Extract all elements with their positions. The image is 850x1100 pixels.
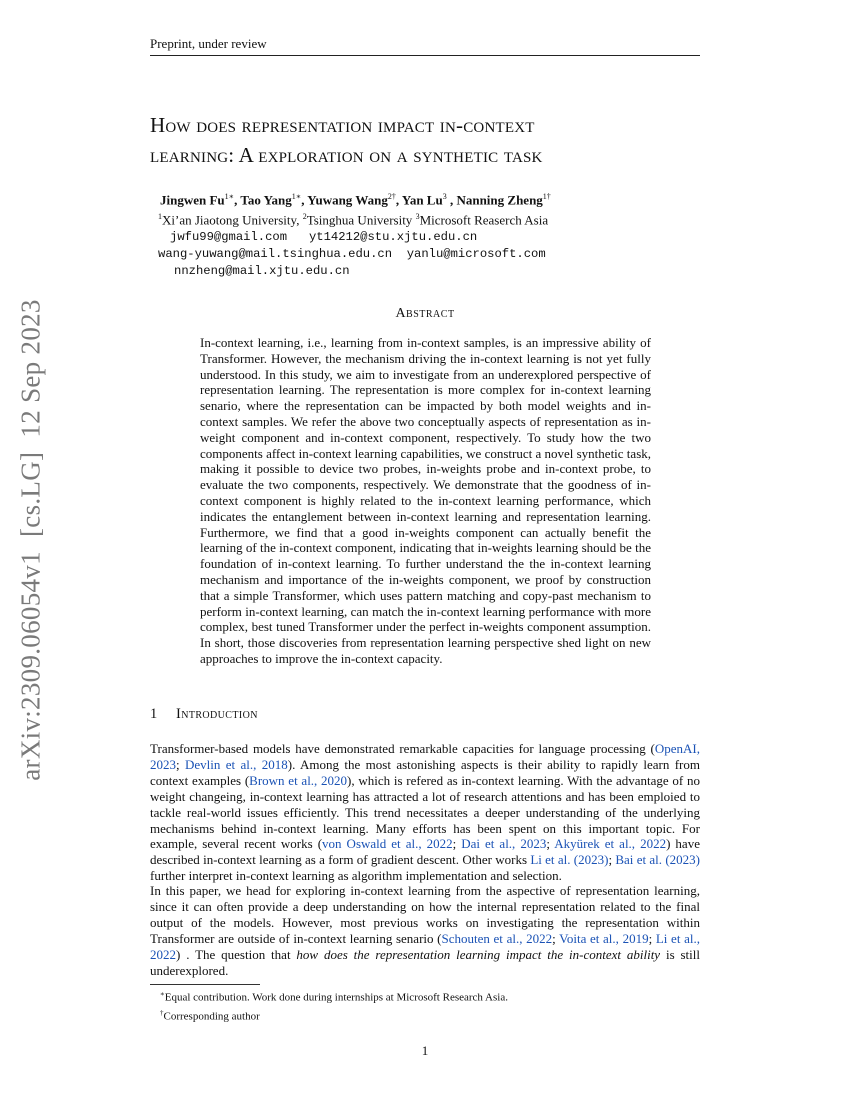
affiliation: Tsinghua University [306, 212, 416, 228]
affiliation: Xi’an Jiaotong University, [162, 212, 303, 228]
section-number: 1 [150, 706, 158, 722]
emphasized-text: how does the representation learning impact the in-context ability [296, 946, 661, 962]
body-text: ; [546, 836, 555, 852]
page-number: 1 [421, 1043, 429, 1058]
body-text: ), which is refered as in-context learning. With the advantage of no weight changeing, in-context learning has attracted a lot of research attentions and has been emploied to tackle real-world issues efficiently. This trend necessitates a deeper understanding of the underlying mechanisms behind in-context learning. Many efforts has been spent on this important topic. For example, several recent works ( [150, 772, 701, 852]
citation-link[interactable]: Devlin et al., 2018 [185, 756, 288, 772]
body-text: ). Among the most astonishing aspects is their ability to rapidly learn from context examples ( [150, 756, 700, 788]
affiliation-mark: 3 [415, 212, 420, 222]
author-mark: 1∗ [291, 192, 302, 201]
abstract-text: In-context learning, i.e., learning from in-context samples, is an impressive ability of Transformer. However, the mechanism driving the in-context learning is not yet fully understood. In this study, we aim to investigate from an underexplored perspective of representation learning. The representation is more complex for in-context learning senario, where the representation can be impacted by both model weights and in-context samples. We refer the above two conceptually aspects of representation as in-weight component and in-context component, respectively. To study how the two components affect in-context learning capabilities, we construct a novel synthetic task, making it possible to device two probes, in-weights probe and in-context probe, to evaluate the two components, respectively. We demonstrate that the goodness of in-context component is highly related to the in-context learning performance, which indicates the entanglement between in-context learning and representation learning. Furthermore, we find that a good in-weights component can actually benefit the learning of the in-context component, indicating that in-weights learning should be the foundation of in-context learning. To further understand the the in-context learning mechanism and importance of the in-weights component, we proof by construction that a simple Transformer, which uses pattern matching and copy-past mechanism to perform in-context learning, can match the in-context learning performance with more complex, best tuned Transformer under the perfect in-weights component assumption. In short, those discoveries from representation learning perspective shed light on new approaches to improve the in-context capacity. [200, 335, 652, 666]
affiliation-mark: 1 [158, 212, 162, 222]
author-name: Yuwang Wang [307, 192, 388, 208]
abstract-heading: Abstract [395, 306, 455, 321]
citation-link[interactable]: Li et al., 2022 [150, 930, 700, 962]
footnote-mark: † [160, 1008, 164, 1017]
footnote-text: Corresponding author [163, 1010, 260, 1023]
intro-paragraph-1 [150, 741, 700, 884]
footnote-divider [150, 984, 260, 985]
title-line-2: learning: A exploration on a synthetic task [150, 143, 543, 167]
citation-link[interactable]: Li et al. (2023) [530, 852, 609, 868]
arxiv-identifier[interactable]: arXiv:2309.06054v1 [cs.LG] 12 Sep 2023 [15, 299, 46, 781]
citation-link[interactable]: Brown et al., 2020 [249, 772, 348, 788]
citation-link[interactable]: Voita et al., 2019 [559, 930, 649, 946]
author-mark: 3 [442, 192, 447, 201]
citation-link[interactable]: OpenAI, 2023 [150, 741, 700, 772]
citation-link[interactable]: Schouten et al., 2022 [441, 930, 553, 946]
citation-link[interactable]: Akyürek et al., 2022 [554, 836, 667, 852]
author-mark: 1† [542, 192, 551, 201]
citation-link[interactable]: von Oswald et al., 2022 [322, 836, 453, 852]
intro-paragraph-2 [150, 883, 700, 978]
running-header: Preprint, under review [150, 36, 267, 51]
author-mark: 2† [387, 192, 396, 201]
affiliation-mark: 2 [302, 212, 307, 222]
author-name: Yan Lu [401, 192, 443, 208]
body-text: is still underexplored. [150, 946, 700, 978]
author-block [160, 188, 720, 280]
footnote-mark: ∗ [160, 990, 165, 998]
header-divider [150, 55, 700, 56]
footnote-text: Equal contribution. Work done during internships at Microsoft Research Asia. [164, 991, 508, 1004]
author-mark: 1∗ [224, 192, 235, 201]
citation-link[interactable]: Bai et al. (2023) [615, 852, 700, 868]
email: jwfu99@gmail.com [170, 229, 288, 244]
email: yanlu@microsoft.com [406, 246, 546, 261]
author-name: Nanning Zheng [456, 192, 543, 208]
author-name: Tao Yang [240, 192, 292, 208]
body-text: ) . The question that [176, 946, 297, 962]
body-text: ; [648, 930, 656, 946]
body-text: Transformer-based models have demonstrated remarkable capacities for language processing ( [150, 741, 655, 756]
body-text: ; [608, 852, 616, 868]
email-list [160, 229, 720, 280]
body-text: further interpret in-context learning as algorithm implementation and selection. [150, 868, 562, 884]
body-text: ; [176, 756, 185, 772]
footnote [160, 987, 508, 1006]
body-text: ; [552, 930, 560, 946]
email: nnzheng@mail.xjtu.edu.cn [174, 263, 350, 278]
email: wang-yuwang@mail.tsinghua.edu.cn [158, 246, 393, 261]
email: yt14212@stu.xjtu.edu.cn [308, 229, 478, 244]
footnotes [160, 987, 508, 1024]
body-text: ) have described in-context learning as a form of gradient descent. Other works [150, 836, 700, 868]
body-text: In this paper, we head for exploring in-context learning from the aspective of representation learning, since it can often provide a deep understanding on how the internal representation related to the final output of the models. However, most previous works on investigating the representation within Transformer are outside of in-context learning senario ( [150, 883, 700, 946]
section-title: Introduction [176, 706, 258, 722]
citation-link[interactable]: Dai et al., 2023 [461, 836, 547, 852]
arxiv-sidebar [10, 300, 52, 780]
affiliation: Microsoft Reaserch Asia [419, 212, 549, 228]
body-text: ; [452, 836, 462, 852]
paper-title [150, 110, 710, 170]
author-names: Jingwen $Fu^{1∗}$, Tao Yang$^{1∗}$, Yuwang Wang$^{2\dagger}$, Yan Lu$^3$ , Nanning Zheng$^{1\dagger}$ [160, 192, 551, 208]
footnote [160, 1006, 508, 1025]
section-heading [150, 706, 258, 723]
affiliations [158, 208, 720, 228]
title-line-1: How does representation impact in-context [150, 113, 535, 137]
author-name: Jingwen Fu [160, 192, 225, 208]
